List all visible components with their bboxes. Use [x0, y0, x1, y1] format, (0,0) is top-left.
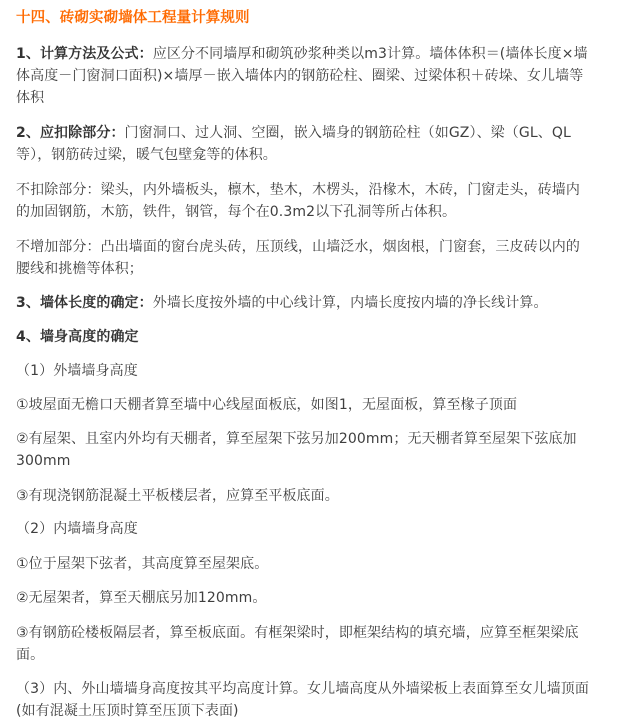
item6-line2: 面。 [16, 647, 45, 663]
s1-line2: 体高度－门窗洞口面积)×墙厚－嵌入墙体内的钢筋砼柱、圈梁、过梁体积＋砖垛、女儿墙等 [16, 68, 584, 84]
s1-heading: 1、计算方法及公式： [16, 46, 153, 62]
sub3-line2: (如有混凝土压顶时算至压顶下表面) [16, 703, 239, 719]
item5-text: ②无屋架者，算至天棚底另加120mm。 [16, 590, 267, 606]
s1-line1 [16, 46, 588, 62]
s2-line1 [16, 125, 571, 141]
s3-text1: 外墙长度按外墙的中心线计算，内墙长度按内墙的净长线计算。 [152, 295, 548, 311]
nodeduct-line1: 不扣除部分：梁头，内外墙板头，檩木，垫木，木楞头，沿椽木，木砖，门窗走头，砖墙内 [16, 182, 580, 198]
section-title: 十四、砖砌实砌墙体工程量计算规则 [16, 10, 250, 26]
s1-line3: 体积 [16, 90, 45, 106]
noadd-line1: 不增加部分：凸出墙面的窗台虎头砖，压顶线，山墙泛水，烟囱根，门窗套，三皮砖以内的 [16, 239, 580, 255]
noadd-line2: 腰线和挑檐等体积； [16, 261, 143, 277]
s4-heading: 4、墙身高度的确定 [16, 329, 139, 345]
sub3-line1: （3）内、外山墙墙身高度按其平均高度计算。女儿墙高度从外墙梁板上表面算至女儿墙顶面 [16, 681, 590, 697]
s2-text1: 门窗洞口、过人洞、空圈，嵌入墙身的钢筋砼柱（如GZ）、梁（GL、QL [124, 125, 571, 141]
item3-text: ③有现浇钢筋混凝土平板楼层者，应算至平板底面。 [16, 488, 339, 504]
item1-text: ①坡屋面无檐口天棚者算至墙中心线屋面板底，如图1，无屋面板，算至椽子顶面 [16, 397, 518, 413]
nodeduct-line2: 的加固钢筋，木筋，铁件，钢管，每个在0.3m2以下孔洞等所占体积。 [16, 204, 457, 220]
item2-line1: ②有屋架、且室内外均有天棚者，算至屋架下弦另加200mm；无天棚者算至屋架下弦底加 [16, 431, 577, 447]
sub1-heading: （1）外墙墙身高度 [16, 363, 138, 379]
s2-line2: 等），钢筋砖过梁，暖气包壁龛等的体积。 [16, 147, 277, 163]
s2-heading: 2、应扣除部分： [16, 125, 125, 141]
item4-text: ①位于屋架下弦者，其高度算至屋架底。 [16, 556, 269, 572]
s3-line1 [16, 295, 548, 311]
item6-line1: ③有钢筋砼楼板隔层者，算至板底面。有框架梁时，即框架结构的填充墙，应算至框架梁底 [16, 625, 579, 641]
s3-heading: 3、墙体长度的确定： [16, 295, 153, 311]
sub2-heading: （2）内墙墙身高度 [16, 521, 138, 537]
item2-line2: 300mm [16, 453, 71, 469]
s1-text1: 应区分不同墙厚和砌筑砂浆种类以m3计算。墙体体积＝(墙体长度×墙 [152, 46, 588, 62]
